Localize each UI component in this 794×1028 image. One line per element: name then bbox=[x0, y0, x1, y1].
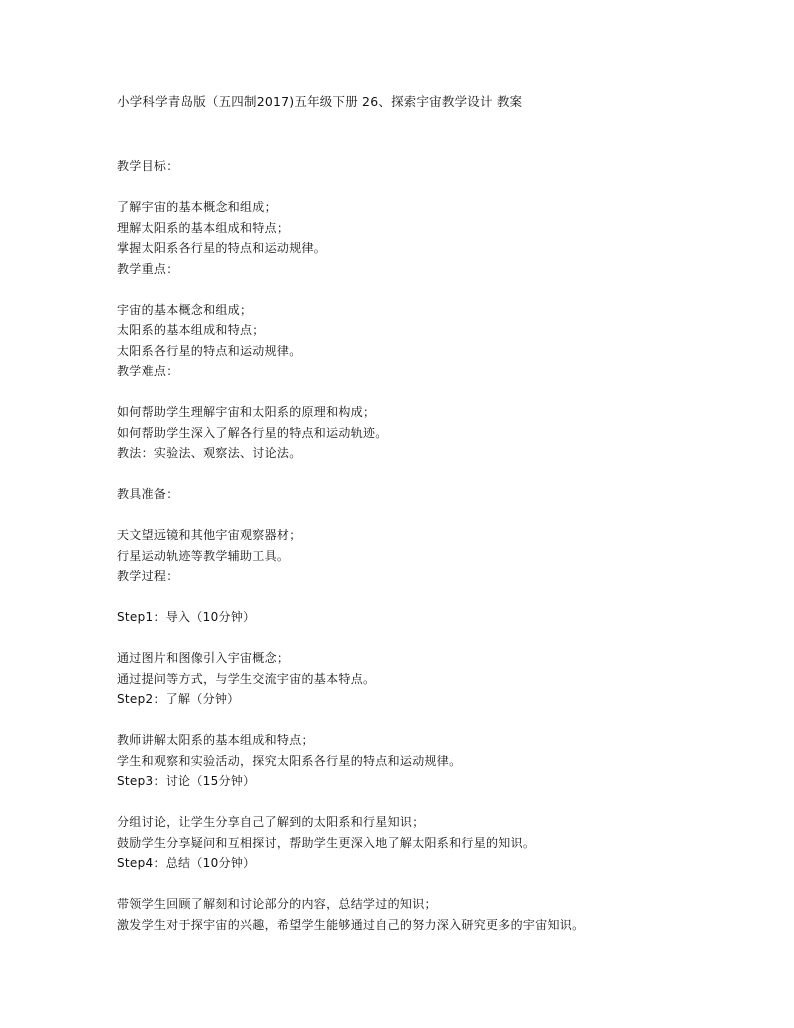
step1-item: 通过图片和图像引入宇宙概念； bbox=[117, 651, 290, 665]
document-body bbox=[117, 156, 757, 935]
step2-item: 教师讲解太阳系的基本组成和特点； bbox=[117, 733, 314, 747]
blank-line bbox=[117, 505, 757, 526]
blank-line bbox=[117, 464, 757, 485]
step2-item: 学生和观察和实验活动，探究太阳系各行星的特点和运动规律。 bbox=[117, 753, 462, 768]
blank-line bbox=[117, 177, 757, 198]
step3-item: 鼓励学生分享疑问和互相探讨，帮助学生更深入地了解太阳系和行星的知识。 bbox=[117, 835, 536, 850]
difficulties-heading: 教学难点： bbox=[117, 364, 179, 378]
objective-item: 掌握太阳系各行星的特点和运动规律。 bbox=[117, 241, 327, 255]
step3-item: 分组讨论，让学生分享自己了解到的太阳系和行星知识； bbox=[117, 815, 425, 829]
step1-heading: Step1：导入（10分钟） bbox=[117, 610, 256, 624]
objective-item: 理解太阳系的基本组成和特点； bbox=[117, 220, 290, 235]
difficulty-item: 如何帮助学生理解宇宙和太阳系的原理和构成； bbox=[117, 405, 376, 419]
blank-line bbox=[117, 710, 757, 731]
key-point-item: 宇宙的基本概念和组成； bbox=[117, 302, 253, 317]
step4-heading: Step4：总结（10分钟） bbox=[117, 856, 256, 870]
difficulty-item: 如何帮助学生深入了解各行星的特点和运动轨迹。 bbox=[117, 425, 388, 440]
blank-line bbox=[117, 792, 757, 813]
step1-item: 通过提问等方式，与学生交流宇宙的基本特点。 bbox=[117, 671, 376, 686]
blank-line bbox=[117, 587, 757, 608]
objectives-heading: 教学目标： bbox=[117, 159, 179, 173]
objective-item: 了解宇宙的基本概念和组成； bbox=[117, 200, 277, 214]
process-heading: 教学过程： bbox=[117, 569, 179, 583]
methods-line: 教法：实验法、观察法、讨论法。 bbox=[117, 446, 302, 460]
key-points-heading: 教学重点： bbox=[117, 261, 179, 276]
key-point-item: 太阳系的基本组成和特点； bbox=[117, 323, 265, 337]
blank-line bbox=[117, 382, 757, 403]
document-title: 小学科学青岛版（五四制2017)五年级下册 26、探索宇宙教学设计 教案 bbox=[117, 94, 523, 109]
step3-heading: Step3：讨论（15分钟） bbox=[117, 774, 256, 788]
blank-line bbox=[117, 279, 757, 300]
step2-heading: Step2：了解（分钟） bbox=[117, 692, 240, 706]
blank-line bbox=[117, 874, 757, 895]
tool-item: 行星运动轨迹等教学辅助工具。 bbox=[117, 548, 290, 563]
tool-item: 天文望远镜和其他宇宙观察器材； bbox=[117, 528, 302, 542]
key-point-item: 太阳系各行星的特点和运动规律。 bbox=[117, 343, 302, 358]
step4-item: 激发学生对于探宇宙的兴趣，希望学生能够通过自己的努力深入研究更多的宇宙知识。 bbox=[117, 917, 585, 932]
blank-line bbox=[117, 628, 757, 649]
step4-item: 带领学生回顾了解刻和讨论部分的内容，总结学过的知识； bbox=[117, 897, 437, 911]
tools-heading: 教具准备： bbox=[117, 487, 179, 501]
